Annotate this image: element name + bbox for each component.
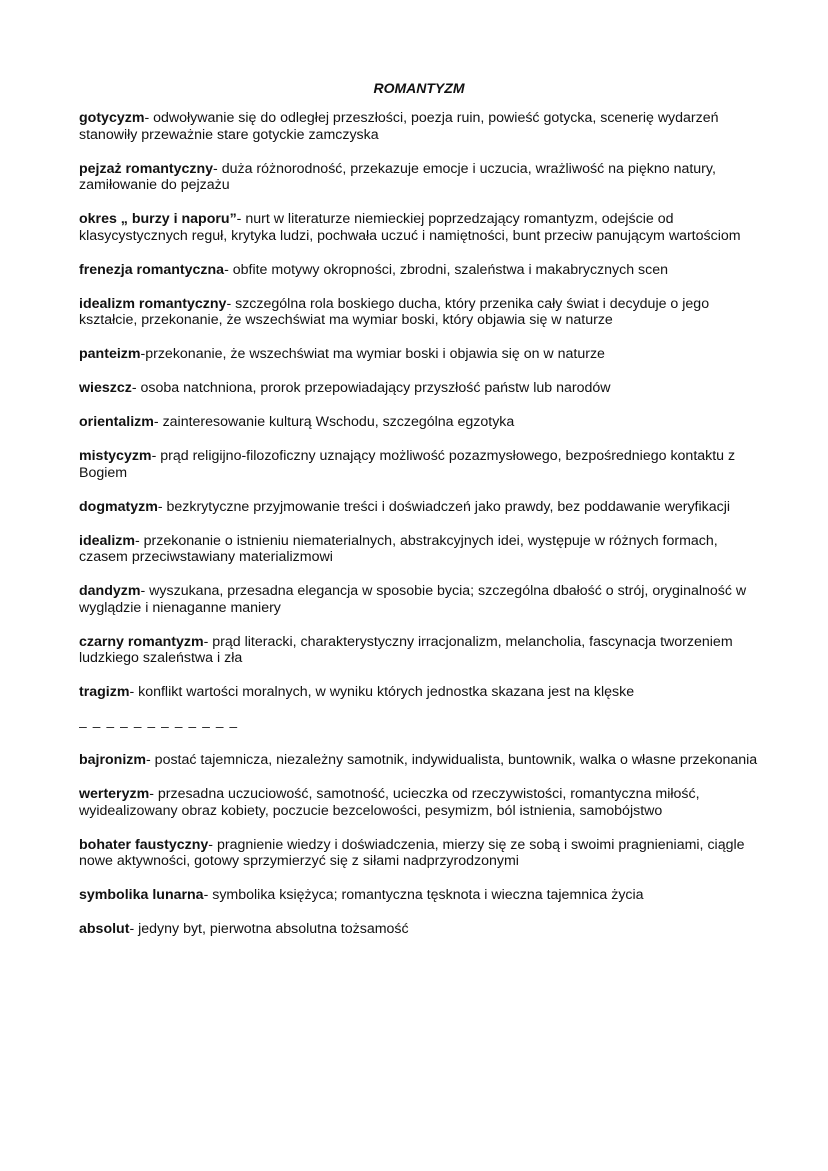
entry-term: werteryzm [79, 786, 150, 802]
glossary-entry-orientalizm [79, 414, 759, 431]
entry-term: panteizm [79, 346, 141, 362]
entry-definition: - szczególna rola boskiego ducha, który przenika cały świat i decyduje o jego kształcie, przekonanie, że wszechświat ma wymiar boski, który objawia się w naturze [79, 295, 710, 328]
glossary-entry-gotycyzm [79, 110, 759, 143]
glossary-entry-bohater-faustyczny [79, 837, 759, 870]
document-page [79, 80, 759, 955]
entry-term: dandyzm [79, 583, 141, 599]
entry-term: frenezja romantyczna [79, 261, 225, 278]
entry-definition: - zainteresowanie kulturą Wschodu, szczególna egzotyka [153, 414, 515, 430]
entry-term: czarny romantyzm [79, 633, 204, 650]
glossary-entry-panteizm [79, 346, 759, 363]
entry-term: tragizm [79, 684, 130, 700]
entry-term: absolut [79, 921, 130, 937]
glossary-entry-burza-i-napor [79, 211, 759, 244]
entry-definition: - wyszukana, przesadna elegancja w sposobie bycia; szczególna dbałość o strój, oryginalność w wyglądzie i nienaganne maniery [79, 583, 747, 616]
entry-definition: - obfite motywy okropności, zbrodni, szaleństwa i makabrycznych scen [224, 261, 669, 278]
entry-term: mistycyzm [79, 448, 152, 464]
glossary-entry-wieszcz [79, 380, 759, 397]
entry-definition: - duża różnorodność, przekazuje emocje i uczucia, wrażliwość na piękno natury, zamiłowanie do pejzażu [79, 160, 716, 193]
glossary-entry-bajronizm [79, 752, 759, 769]
glossary-entry-czarny-romantyzm [79, 634, 759, 667]
entry-term: wieszcz [79, 380, 132, 396]
glossary-entry-idealizm [79, 533, 759, 566]
entry-definition: - przekonanie o istnieniu niematerialnych, abstrakcyjnych idei, występuje w różnych formach, czasem przeciwstawiany materializmowi [79, 532, 718, 565]
glossary-entry-dandyzm [79, 583, 759, 616]
entry-term: dogmatyzm [79, 498, 158, 515]
entry-term: gotycyzm [79, 110, 145, 126]
entry-definition: - osoba natchniona, prorok przepowiadający przyszłość państw lub narodów [131, 380, 611, 396]
entry-definition: -przekonanie, że wszechświat ma wymiar boski i objawia się on w naturze [140, 346, 605, 362]
section-separator: – – – – – – – – – – – – [79, 718, 239, 734]
entry-term: okres „ burzy i naporu” [79, 211, 237, 227]
entry-definition: - postać tajemnicza, niezależny samotnik, indywidualista, buntownik, walka o własne przekonania [146, 752, 758, 768]
entry-definition: - nurt w literaturze niemieckiej poprzedzający romantyzm, odejście od klasycystycznych reguł, krytyka ludzi, pochwała uczuć i namiętności, bunt przeciw panującym wartościom [79, 211, 741, 244]
entry-term: orientalizm [79, 414, 154, 430]
glossary-entry-absolut [79, 921, 759, 938]
entry-definition: - jedyny byt, pierwotna absolutna tożsamość [129, 921, 409, 937]
glossary-entry-symbolika-lunarna [79, 887, 759, 904]
entry-definition: - bezkrytyczne przyjmowanie treści i doświadczeń jako prawdy, bez poddawanie weryfikacji [157, 498, 731, 515]
entry-term: pejzaż romantyczny [79, 160, 214, 177]
entry-definition: - przesadna uczuciowość, samotność, ucieczka od rzeczywistości, romantyczna miłość, wyidealizowany obraz kobiety, poczucie bezcelowości, pesymizm, ból istnienia, samobójstwo [79, 786, 700, 819]
glossary-entry-tragizm [79, 684, 759, 701]
entry-definition: - symbolika księżyca; romantyczna tęsknota i wieczna tajemnica życia [203, 887, 644, 903]
entry-term: symbolika lunarna [79, 887, 204, 903]
entry-term: bohater faustyczny [79, 836, 209, 853]
entry-term: idealizm romantyczny [79, 295, 227, 312]
entry-definition: - pragnienie wiedzy i doświadczenia, mierzy się ze sobą i swoimi pragnieniami, ciągle nowe aktywności, gotowy sprzymierzyć się z siłami nadprzyrodzonymi [79, 836, 745, 869]
glossary-entry-mistycyzm [79, 448, 759, 481]
entry-definition: - odwoływanie się do odległej przeszłości, poezja ruin, powieść gotycka, scenerię wydarzeń stanowiły przeważnie stare gotyckie zamczyska [79, 110, 719, 143]
glossary-entry-frenezja-romantyczna [79, 262, 759, 279]
entry-definition: - konflikt wartości moralnych, w wyniku których jednostka skazana jest na klęske [129, 684, 635, 700]
entry-term: idealizm [79, 532, 135, 549]
entry-term: bajronizm [79, 752, 147, 768]
entry-definition: - prąd religijno-filozoficzny uznający możliwość pozazmysłowego, bezpośredniego kontaktu z Bogiem [79, 448, 736, 481]
glossary-entry-werteryzm [79, 786, 759, 819]
entry-definition: - prąd literacki, charakterystyczny irracjonalizm, melancholia, fascynacja tworzeniem ludzkiego szaleństwa i zła [79, 633, 733, 666]
glossary-entry-idealizm-romantyczny [79, 296, 759, 329]
glossary-entry-dogmatyzm [79, 499, 759, 516]
document-title: ROMANTYZM [373, 80, 465, 96]
glossary-entry-pejzaz-romantyczny [79, 161, 759, 194]
